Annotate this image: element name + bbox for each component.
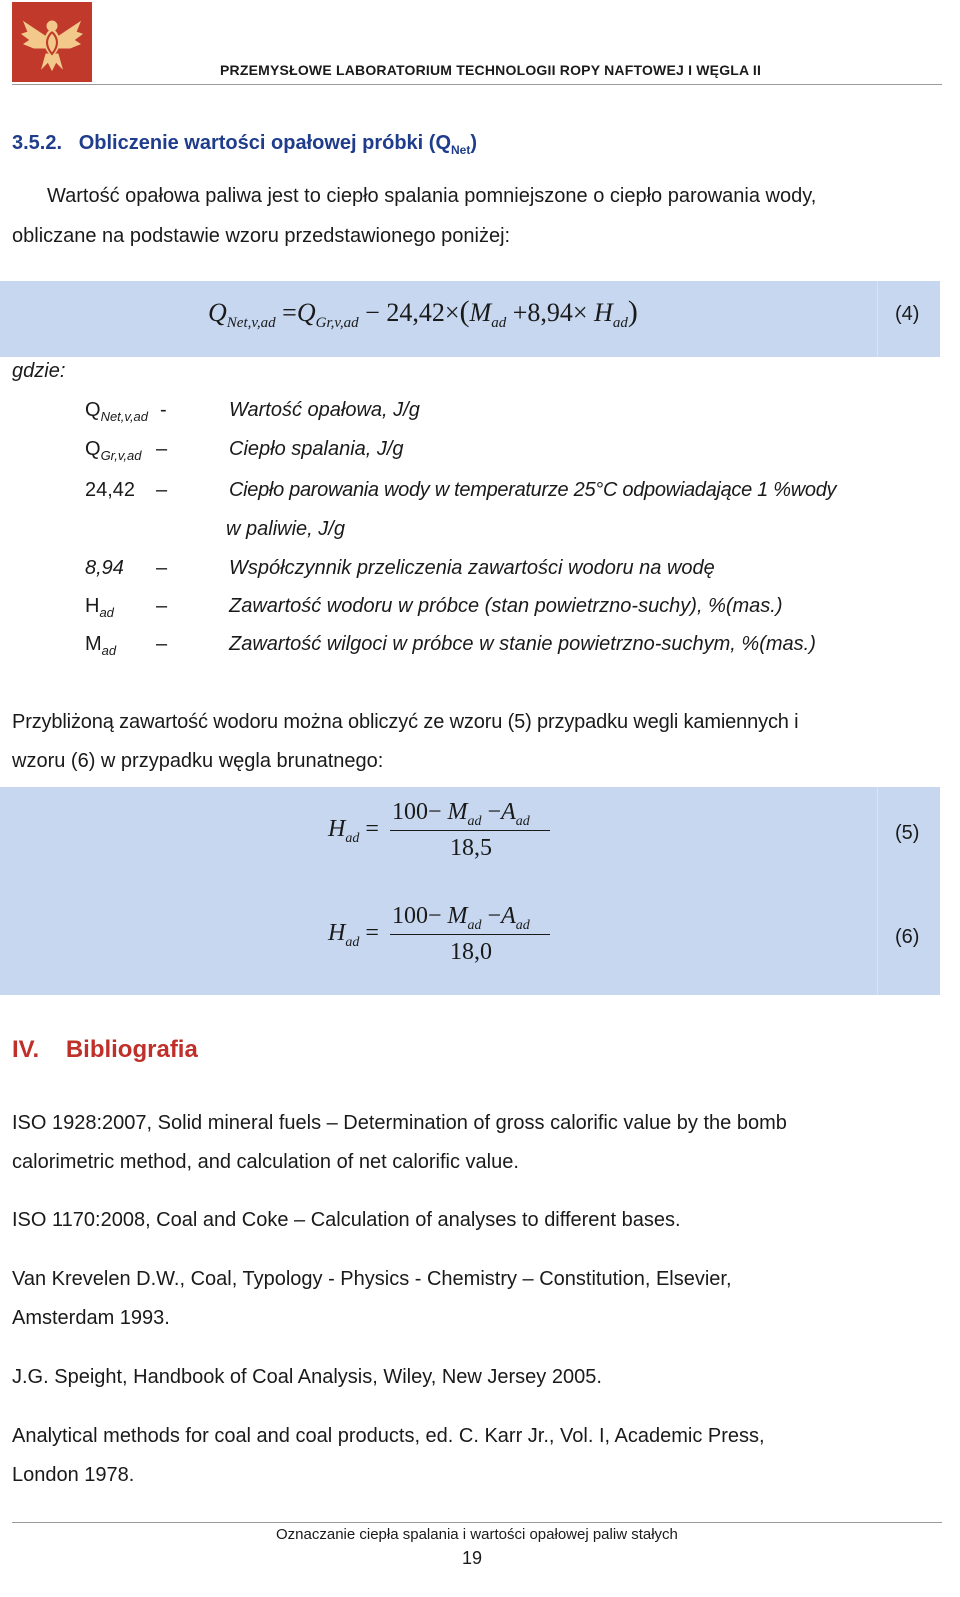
- equation-6-denominator: 18,0: [450, 939, 492, 965]
- definition-dash: –: [156, 595, 168, 617]
- definition-dash: –: [156, 633, 168, 655]
- definition-symbol-mad: $M_{ad}$: [85, 633, 117, 658]
- definition-text-qgr: Ciepło spalania, J/g: [229, 438, 404, 460]
- bibliography-entry: ISO 1170:2008, Coal and Coke – Calculation of analyses to different bases.: [12, 1209, 681, 1231]
- definition-text-qnet: Wartość opałowa, J/g: [229, 399, 420, 421]
- bibliography-entry: ISO 1928:2007, Solid mineral fuels – Determination of gross calorific value by the bomb calorimetric method, and calculation of net calorific value.: [12, 1112, 787, 1173]
- definition-text-2442: Ciepło parowania wody w temperaturze 25°C odpowiadające 1 %wody: [229, 479, 837, 501]
- definition-text-mad: Zawartość wilgoci w próbce w stanie powietrzno-suchym, %(mas.): [229, 633, 816, 655]
- equation-4-number: (4): [895, 303, 920, 325]
- equation-5-fraction-bar: [390, 830, 550, 831]
- approx-line-1: Przybliżoną zawartość wodoru można obliczyć ze wzoru (5) przypadku wegli kamiennych i: [12, 711, 799, 733]
- definition-text-894: Współczynnik przeliczenia zawartości wodoru na wodę: [229, 557, 715, 579]
- section-title: Obliczenie wartości opałowej próbki (Q: [78, 132, 452, 154]
- definition-symbol-894: 8,94: [85, 557, 124, 579]
- definition-text-had: Zawartość wodoru w próbce (stan powietrzno-suchy), %(mas.): [229, 595, 783, 617]
- definition-text-2442-cont: w paliwie, J/g: [226, 518, 345, 540]
- page-number: 19: [462, 1548, 483, 1568]
- definition-symbol-qnet: $Q_{Net,v,ad}$: [85, 399, 149, 424]
- equation-6-lhs: $H_{ad}$ =: [328, 920, 379, 950]
- header-title: PRZEMYSŁOWE LABORATORIUM TECHNOLOGII ROPY NAFTOWEJ I WĘGLA II: [220, 62, 762, 78]
- bibliography-entry: Van Krevelen D.W., Coal, Typology - Physics - Chemistry – Constitution, Elsevier, Amsterdam 1993.: [12, 1268, 732, 1329]
- header-divider: [12, 84, 942, 85]
- equation-5-number: (5): [895, 822, 920, 844]
- equation-6-numerator: $100- M_{ad} -A_{ad}$: [392, 903, 530, 933]
- definition-dash: –: [156, 479, 168, 501]
- equation-5-lhs: $H_{ad}$ =: [328, 816, 379, 846]
- equation-5-denominator: 18,5: [450, 835, 492, 861]
- intro-line-2: obliczane na podstawie wzoru przedstawionego poniżej:: [12, 225, 511, 247]
- equation-4: $Q_{Net,v,ad} =Q_{Gr,v,ad} - 24,42\times(M_{ad} +8,94\times H_{ad})$: [208, 295, 638, 332]
- equation-5-numerator: $100- M_{ad} -A_{ad}$: [392, 799, 530, 829]
- definition-dash: -: [160, 399, 167, 421]
- definition-symbol-had: $H_{ad}$: [85, 595, 114, 620]
- footer-divider: [12, 1522, 942, 1523]
- approx-line-2: wzoru (6) w przypadku węgla brunatnego:: [12, 750, 384, 772]
- section-heading: [12, 132, 477, 157]
- definition-symbol-qgr: $Q_{Gr,v,ad}$: [85, 438, 142, 463]
- intro-line-1: Wartość opałowa paliwa jest to ciepło spalania pomniejszone o ciepło parowania wody,: [47, 185, 817, 207]
- bibliography-entry: J.G. Speight, Handbook of Coal Analysis, Wiley, New Jersey 2005.: [12, 1366, 602, 1388]
- equation-6-number: (6): [895, 926, 920, 948]
- definition-symbol-2442: 24,42: [85, 479, 136, 501]
- section-title-end: ): [470, 132, 478, 154]
- footer-title: Oznaczanie ciepła spalania i wartości opałowej paliw stałych: [276, 1526, 678, 1543]
- section-number: 3.5.2.: [12, 132, 63, 154]
- bibliography-heading: IV. Bibliografia: [12, 1036, 198, 1063]
- definition-dash: –: [156, 557, 168, 579]
- where-label: gdzie:: [12, 360, 66, 382]
- equation-6-fraction-bar: [390, 934, 550, 935]
- section-title-sub: Net: [451, 143, 471, 157]
- definition-dash: –: [156, 438, 168, 460]
- bibliography-entry: Analytical methods for coal and coal products, ed. C. Karr Jr., Vol. I, Academic Press, London 1978.: [12, 1425, 765, 1486]
- university-eagle-logo: [12, 2, 92, 82]
